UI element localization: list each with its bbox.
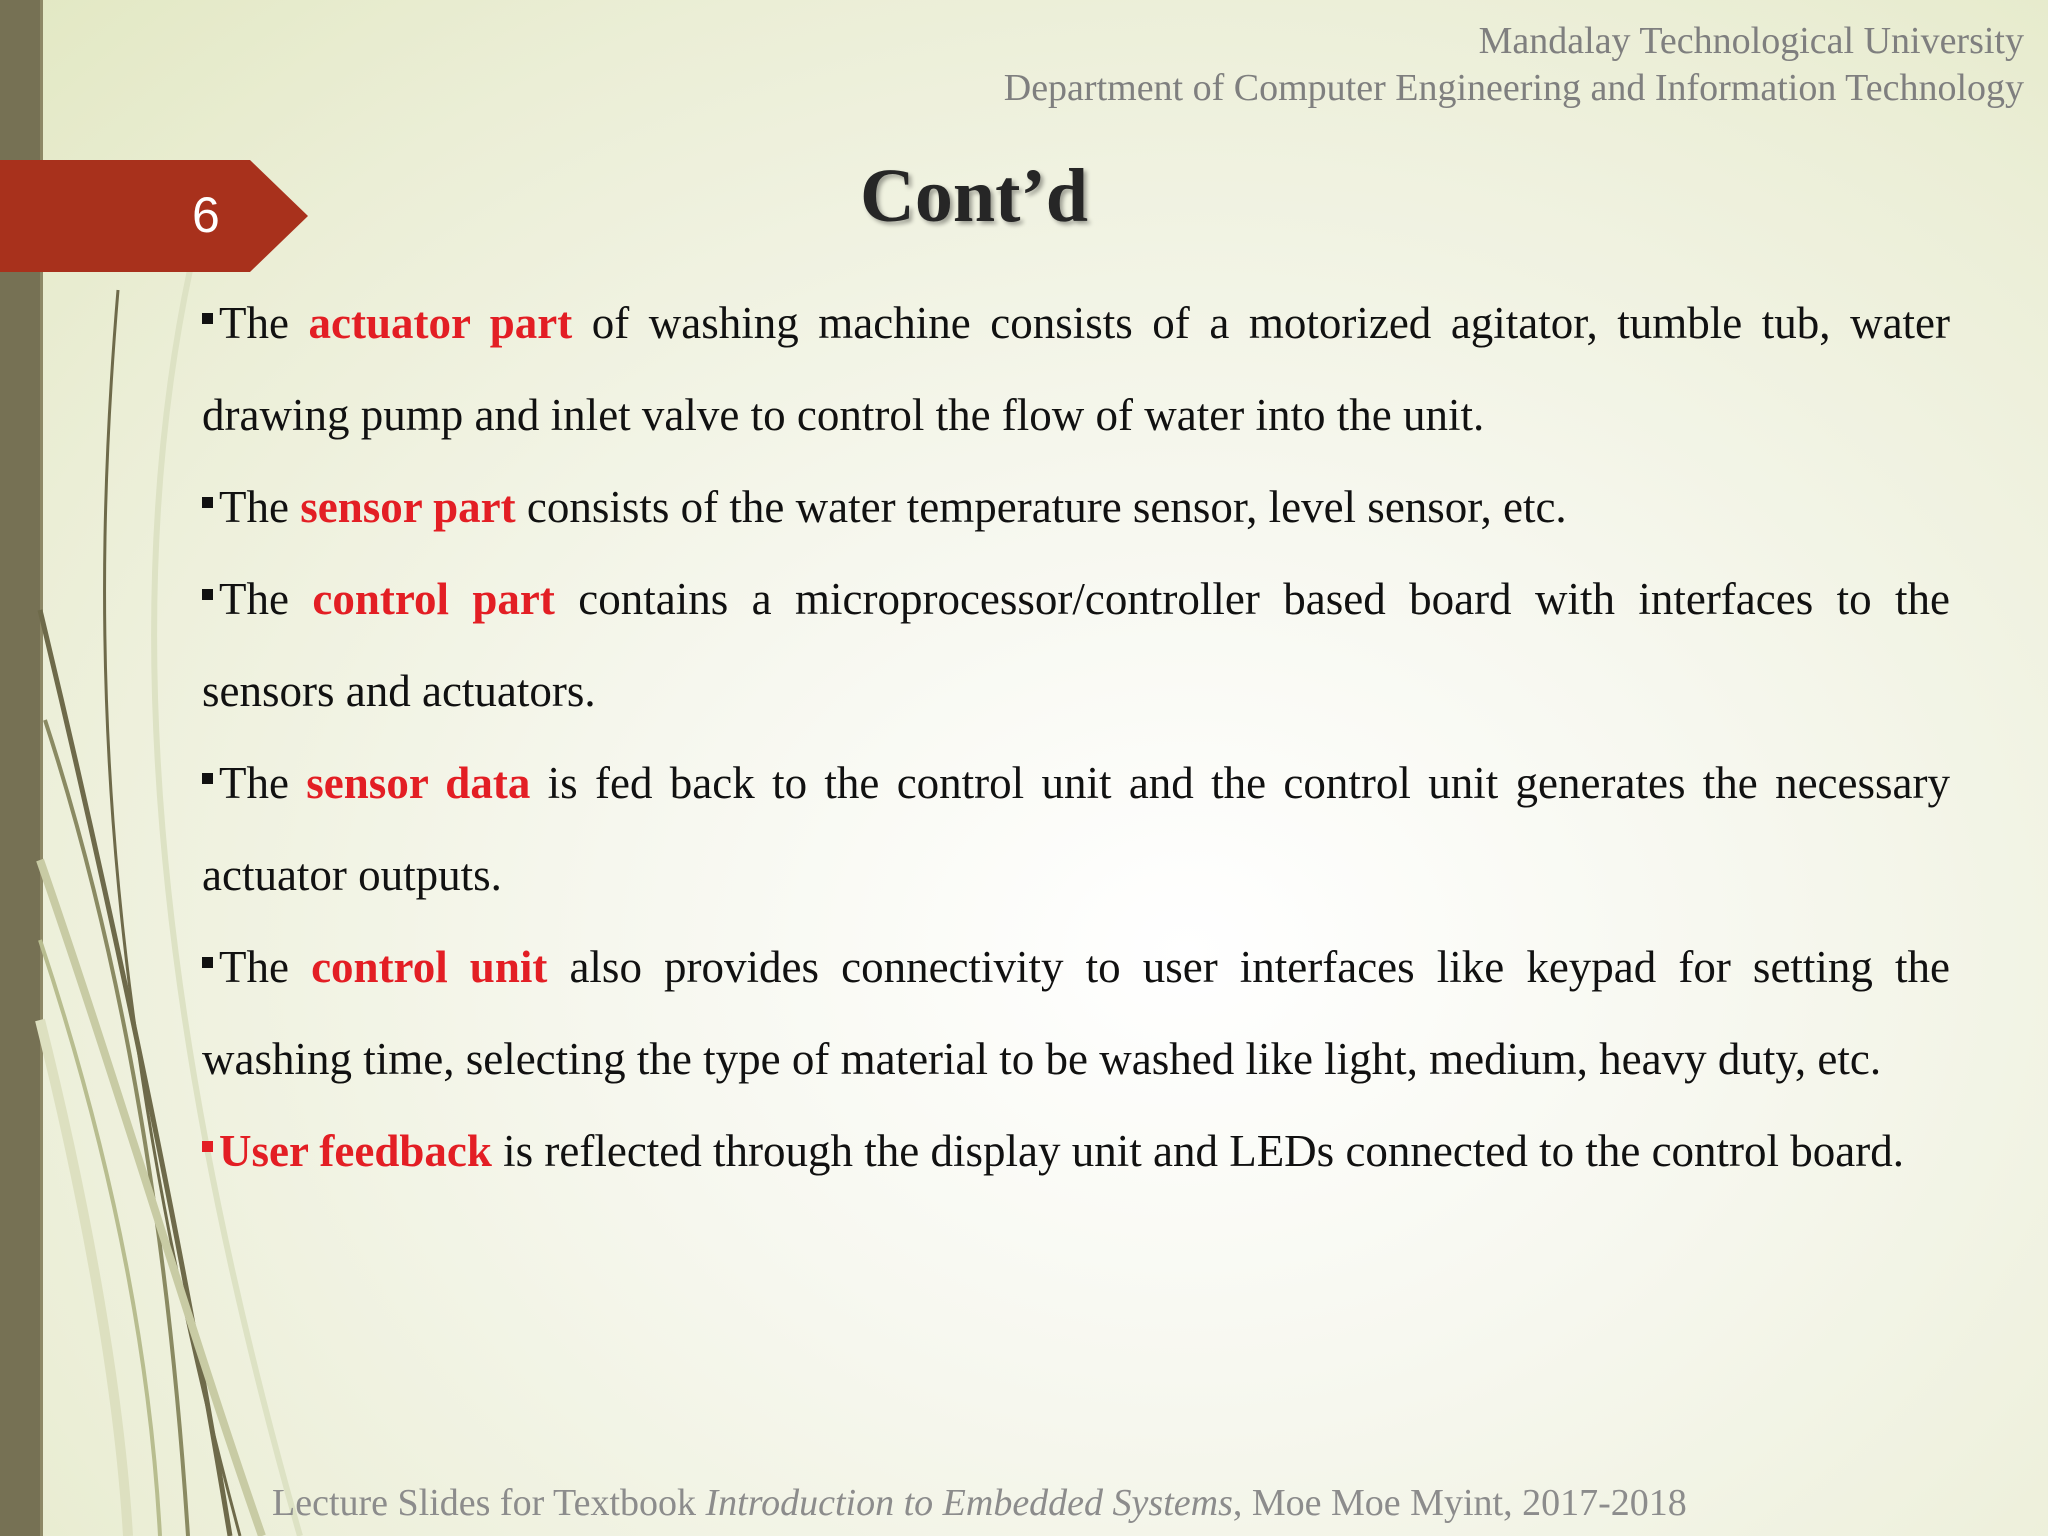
bullet-item-sensor-part [202,461,1950,553]
bullet-text: contains a microprocessor/controller based board with interfaces to the sensors and actuators. [202,574,1950,716]
bullet-text: is reflected through the display unit and LEDs connected to the control board. [491,1126,1904,1176]
bullet-prefix: The [219,942,312,992]
bullet-prefix: The [219,482,301,532]
square-bullet-icon [202,957,213,968]
bullet-item-actuator [202,277,1950,461]
square-bullet-icon [202,497,213,508]
bullet-text: is fed back to the control unit and the control unit generates the necessary actuator outputs. [202,758,1950,900]
bullet-text: of washing machine consists of a motorized agitator, tumble tub, water drawing pump and inlet valve to control the flow of water into the unit. [202,298,1951,440]
highlight-term: sensor data [306,758,531,808]
bullet-text: also provides connectivity to user interfaces like keypad for setting the washing time, selecting the type of material to be washed like light, medium, heavy duty, etc. [202,942,1950,1084]
square-bullet-icon [202,589,213,600]
slide-number: 6 [192,187,220,243]
slide-number-badge [0,160,308,272]
footer-prefix: Lecture Slides for Textbook [272,1482,706,1524]
bullet-list [202,277,1950,1197]
slide-title: Cont’d [860,154,1089,238]
bullet-prefix: The [219,298,309,348]
footer-citation [272,1484,1687,1522]
highlight-term: actuator part [308,298,573,348]
highlight-term: control part [312,574,555,624]
highlight-term: control unit [311,942,548,992]
square-bullet-icon [202,1141,213,1152]
header-university: Mandalay Technological University [1478,20,2024,62]
bullet-item-sensor-data [202,737,1950,921]
bullet-item-control-part [202,553,1950,737]
square-bullet-icon [202,313,213,324]
bullet-item-user-feedback [202,1105,1950,1197]
bullet-prefix: The [219,758,307,808]
bullet-item-control-unit [202,921,1950,1105]
highlight-term: sensor part [300,482,516,532]
footer-suffix: , Moe Moe Myint, 2017-2018 [1232,1482,1687,1524]
highlight-term: User feedback [219,1126,492,1176]
footer-book-title: Introduction to Embedded Systems [705,1482,1233,1524]
bullet-prefix: The [219,574,313,624]
header-department: Department of Computer Engineering and Information Technology [1003,67,2024,109]
square-bullet-icon [202,773,213,784]
bullet-text: consists of the water temperature sensor, level sensor, etc. [515,482,1567,532]
